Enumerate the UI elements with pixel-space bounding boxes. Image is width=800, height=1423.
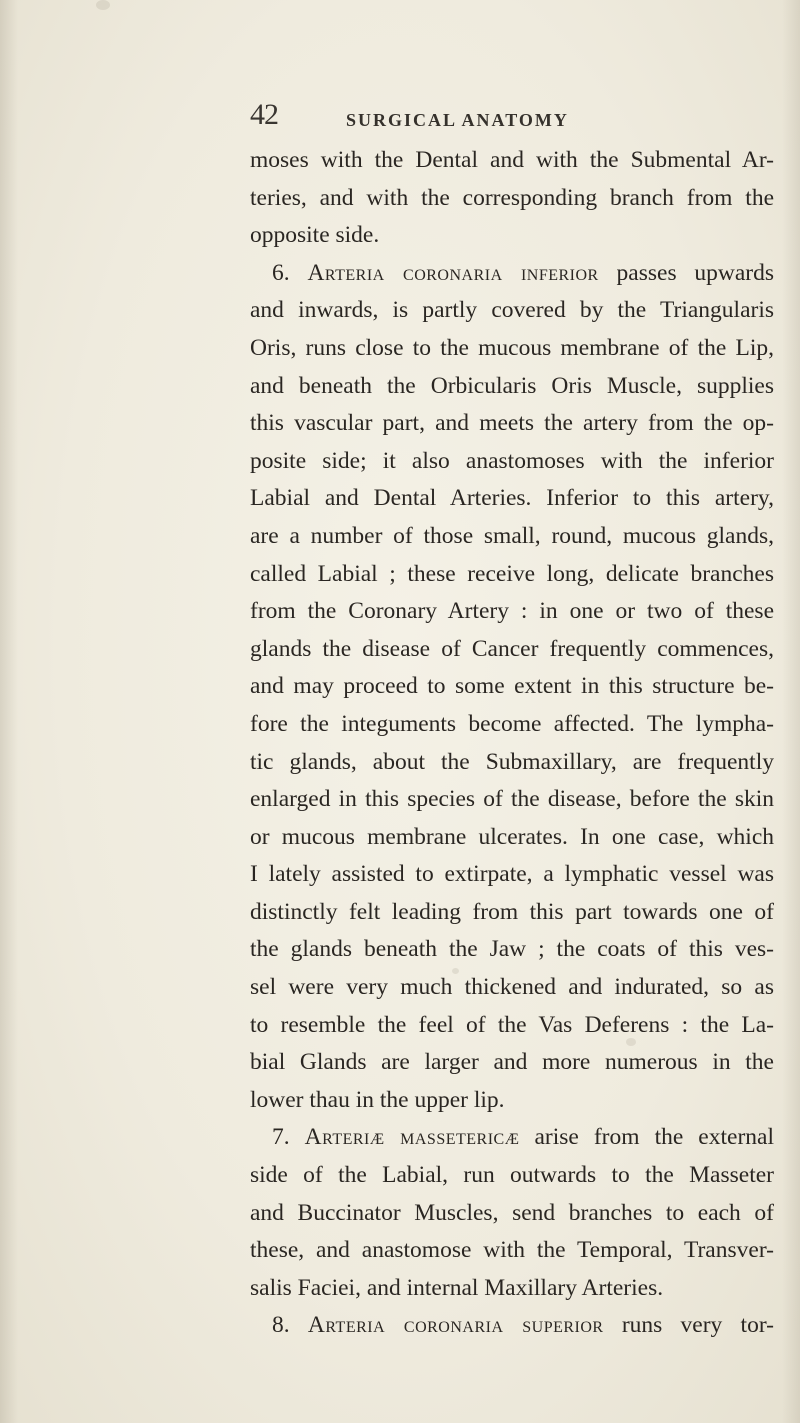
- line-text: Oris, runs close to the mucous membrane of the Lip,: [250, 334, 774, 361]
- line-text: Labial and Dental Arteries. Inferior to this artery,: [250, 485, 774, 512]
- line-text: and inwards, is partly covered by the Triangularis: [250, 297, 774, 324]
- line-text: salis Faciei, and internal Maxillary Arteries.: [250, 1274, 664, 1301]
- text-line: [250, 1007, 774, 1045]
- line-text: or mucous membrane ulcerates. In one case, which: [250, 823, 774, 850]
- text-line: [250, 969, 774, 1007]
- text-line: [250, 781, 774, 819]
- running-head: SURGICAL ANATOMY: [346, 110, 569, 130]
- text-line: [250, 368, 774, 406]
- line-text: to resemble the feel of the Vas Deferens : the La-: [250, 1011, 774, 1038]
- text-line: [250, 1119, 774, 1157]
- text-line: [250, 706, 774, 744]
- text-line: [250, 330, 774, 368]
- line-text: the glands beneath the Jaw ; the coats of this ves-: [250, 936, 774, 963]
- line-text: side of the Labial, run outwards to the Masseter: [250, 1162, 774, 1189]
- line-text: called Labial ; these receive long, delicate branches: [250, 560, 774, 587]
- line-text: moses with the Dental and with the Submental Ar-: [250, 147, 774, 173]
- line-text: fore the integuments become affected. The lympha-: [250, 710, 774, 737]
- text-line: [250, 1307, 774, 1345]
- text-line: [250, 931, 774, 969]
- text-line: [250, 1157, 774, 1195]
- text-line: [250, 1082, 774, 1120]
- line-text: are a number of those small, round, mucous glands,: [250, 522, 774, 549]
- line-text: tic glands, about the Submaxillary, are frequently: [250, 748, 774, 775]
- line-text: these, and anastomose with the Temporal, Transver-: [250, 1237, 774, 1264]
- page-edge-shadow-right: [782, 0, 800, 1423]
- text-line: [250, 1195, 774, 1233]
- text-line: [250, 819, 774, 857]
- line-text: opposite side.: [250, 222, 380, 249]
- text-line: [250, 1270, 774, 1308]
- page-edge-shadow-left: [0, 0, 18, 1423]
- text-line: [250, 744, 774, 782]
- line-text: posite side; it also anastomoses with the inferior: [250, 447, 774, 474]
- line-text: this vascular part, and meets the artery from the op-: [250, 410, 774, 437]
- text-line: [250, 292, 774, 330]
- line-text: I lately assisted to extirpate, a lymphatic vessel was: [250, 861, 774, 888]
- text-line: [250, 405, 774, 443]
- line-text: runs very tor-: [603, 1312, 775, 1339]
- line-text: arise from the external: [519, 1124, 774, 1151]
- line-text: and may proceed to some extent in this structure be-: [250, 673, 774, 700]
- text-line: [250, 1044, 774, 1082]
- text-line: [250, 180, 774, 218]
- paper-spot: [96, 0, 110, 10]
- text-line: [250, 480, 774, 518]
- line-text: and Buccinator Muscles, send branches to each of: [250, 1199, 774, 1226]
- text-line: [250, 142, 774, 180]
- line-text: 8.: [272, 1312, 308, 1339]
- text-line: [250, 217, 774, 255]
- section-heading: Arteriæ massetericæ: [304, 1124, 520, 1151]
- line-text: distinctly felt leading from this part towards one of: [250, 898, 774, 925]
- line-text: lower thau in the upper lip.: [250, 1086, 505, 1113]
- text-line: [250, 593, 774, 631]
- line-text: bial Glands are larger and more numerous in the: [250, 1049, 774, 1076]
- text-line: [250, 518, 774, 556]
- body-text: [250, 142, 774, 1345]
- page-header: [250, 98, 790, 138]
- line-text: 6.: [272, 259, 308, 286]
- line-text: passes upwards: [598, 259, 775, 286]
- text-line: [250, 1232, 774, 1270]
- line-text: teries, and with the corresponding branch from the: [250, 184, 774, 211]
- text-line: [250, 443, 774, 481]
- line-text: enlarged in this species of the disease, before the skin: [250, 786, 774, 813]
- section-heading: Arteria coronaria inferior: [307, 259, 599, 286]
- line-text: glands the disease of Cancer frequently commences,: [250, 635, 774, 662]
- line-text: 7.: [272, 1124, 305, 1151]
- line-text: from the Coronary Artery : in one or two of these: [250, 598, 774, 625]
- page-number: 42: [250, 98, 278, 131]
- line-text: and beneath the Orbicularis Oris Muscle, supplies: [250, 372, 774, 399]
- text-line: [250, 556, 774, 594]
- text-line: [250, 668, 774, 706]
- section-heading: Arteria coronaria superior: [307, 1312, 604, 1339]
- text-line: [250, 631, 774, 669]
- text-line: [250, 255, 774, 293]
- text-line: [250, 894, 774, 932]
- line-text: sel were very much thickened and indurated, so as: [250, 974, 774, 1001]
- text-line: [250, 856, 774, 894]
